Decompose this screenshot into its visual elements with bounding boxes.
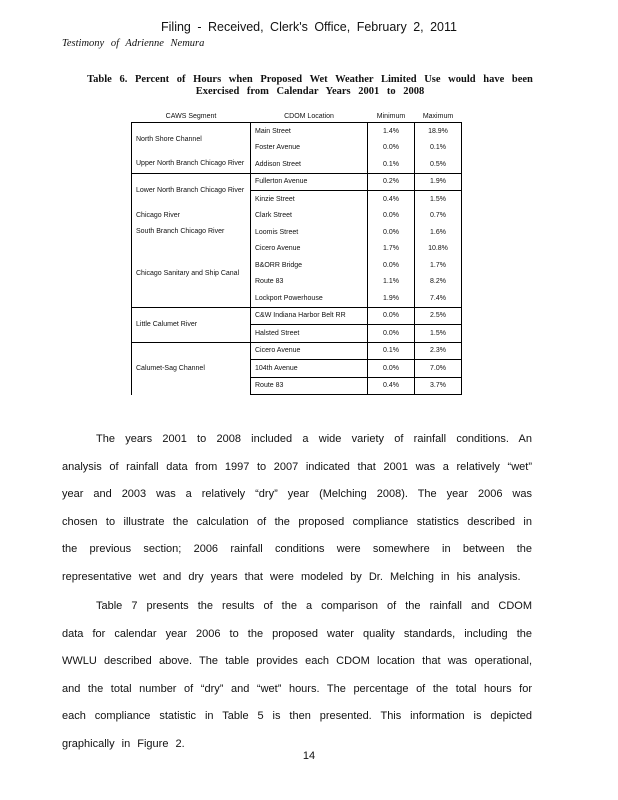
location-cell: Cicero Avenue: [251, 342, 368, 360]
segment-cell: Little Calumet River: [132, 307, 251, 342]
min-cell: 0.4%: [368, 377, 415, 395]
min-cell: 1.7%: [368, 241, 415, 258]
page-number: 14: [302, 750, 316, 762]
location-cell: Halsted Street: [251, 325, 368, 343]
max-cell: 2.3%: [415, 342, 462, 360]
max-cell: 1.5%: [415, 191, 462, 208]
min-cell: 0.0%: [368, 140, 415, 157]
max-cell: 0.7%: [415, 208, 462, 225]
table-row: [132, 307, 462, 325]
table-row: [132, 123, 462, 140]
table-row: [132, 224, 462, 241]
column-header: CDOM Location: [251, 110, 368, 123]
max-cell: 1.6%: [415, 224, 462, 241]
segment-cell: Calumet-Sag Channel: [132, 342, 251, 395]
segment-cell: Lower North Branch Chicago River: [132, 173, 251, 208]
location-cell: Fullerton Avenue: [251, 173, 368, 191]
max-cell: 1.7%: [415, 257, 462, 274]
max-cell: 0.5%: [415, 156, 462, 173]
min-cell: 0.1%: [368, 156, 415, 173]
max-cell: 2.5%: [415, 307, 462, 325]
max-cell: 1.9%: [415, 173, 462, 191]
min-cell: 1.1%: [368, 274, 415, 291]
segment-cell: South Branch Chicago River: [132, 224, 251, 241]
column-header: Minimum: [368, 110, 415, 123]
max-cell: 7.4%: [415, 290, 462, 307]
body-paragraph-2: Table 7 presents the results of the a comparison of the rainfall and CDOM data for calendar year 2006 to the proposed water quality standards, including the WWLU described above. The table provides each CDOM location that was operational, and the total number of “dry” and “wet” hours. The percentage of the total hours for each compliance statistic in Table 5 is then presented. This information is depicted graphically in Figure 2.: [62, 600, 532, 750]
segment-cell: Chicago River: [132, 208, 251, 225]
max-cell: 3.7%: [415, 377, 462, 395]
location-cell: Main Street: [251, 123, 368, 140]
min-cell: 0.0%: [368, 360, 415, 378]
max-cell: 1.5%: [415, 325, 462, 343]
column-header: CAWS Segment: [132, 110, 251, 123]
table-row: [132, 208, 462, 225]
min-cell: 1.9%: [368, 290, 415, 307]
location-cell: Route 83: [251, 377, 368, 395]
max-cell: 10.8%: [415, 241, 462, 258]
max-cell: 7.0%: [415, 360, 462, 378]
location-cell: Kinzie Street: [251, 191, 368, 208]
location-cell: Addison Street: [251, 156, 368, 173]
min-cell: 0.0%: [368, 325, 415, 343]
segment-cell: Upper North Branch Chicago River: [132, 156, 251, 173]
segment-cell: North Shore Channel: [132, 123, 251, 157]
location-cell: Cicero Avenue: [251, 241, 368, 258]
table-caption: [62, 74, 558, 98]
location-cell: Foster Avenue: [251, 140, 368, 157]
table-row: [132, 241, 462, 258]
min-cell: 0.2%: [368, 173, 415, 191]
body-paragraph-1: The years 2001 to 2008 included a wide variety of rainfall conditions. An analysis of rainfall data from 1997 to 2007 indicated that 2001 was a relatively “wet” year and 2003 was a relatively “dry” year (Melching 2008). The year 2006 was chosen to illustrate the calculation of the proposed compliance statistics described in the previous section; 2006 rainfall conditions were somewhere in between the representative wet and dry years that were modeled by Dr. Melching in his analysis.: [62, 433, 532, 583]
column-header: Maximum: [415, 110, 462, 123]
min-cell: 0.0%: [368, 307, 415, 325]
filing-header: Filing - Received, Clerk's Office, February 2, 2011: [161, 20, 457, 34]
data-table: [131, 110, 462, 395]
max-cell: 0.1%: [415, 140, 462, 157]
min-cell: 0.4%: [368, 191, 415, 208]
location-cell: Clark Street: [251, 208, 368, 225]
table-header-row: [132, 110, 462, 123]
location-cell: Route 83: [251, 274, 368, 291]
min-cell: 0.0%: [368, 257, 415, 274]
min-cell: 0.0%: [368, 208, 415, 225]
min-cell: 0.0%: [368, 224, 415, 241]
table-row: [132, 173, 462, 191]
table-caption-line1: Table 6. Percent of Hours when Proposed Wet Weather Limited Use would have been: [87, 74, 533, 85]
min-cell: 1.4%: [368, 123, 415, 140]
table-row: [132, 342, 462, 360]
min-cell: 0.1%: [368, 342, 415, 360]
location-cell: C&W Indiana Harbor Belt RR: [251, 307, 368, 325]
table-row: [132, 156, 462, 173]
segment-cell: Chicago Sanitary and Ship Canal: [132, 241, 251, 308]
max-cell: 18.9%: [415, 123, 462, 140]
testimony-header: Testimony of Adrienne Nemura: [62, 38, 205, 49]
table-caption-line2: Exercised from Calendar Years 2001 to 2008: [195, 86, 425, 97]
location-cell: 104th Avenue: [251, 360, 368, 378]
max-cell: 8.2%: [415, 274, 462, 291]
location-cell: Lockport Powerhouse: [251, 290, 368, 307]
location-cell: Loomis Street: [251, 224, 368, 241]
location-cell: B&ORR Bridge: [251, 257, 368, 274]
